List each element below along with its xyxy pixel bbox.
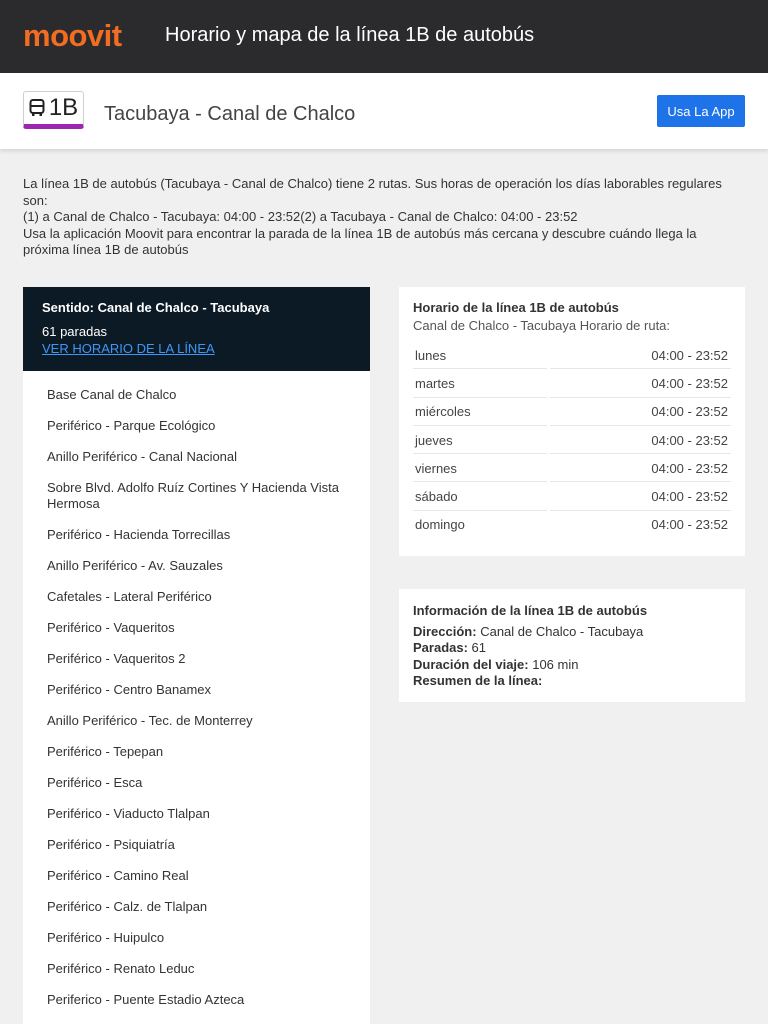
info-duration-label: Duración del viaje: xyxy=(413,656,529,672)
stop-item[interactable]: Anillo Periférico - Canal Nacional xyxy=(47,448,238,464)
info-direction xyxy=(413,624,731,641)
stop-item[interactable]: Periférico - Calz. de Tlalpan xyxy=(47,898,208,914)
view-schedule-link[interactable]: VER HORARIO DE LA LÍNEA xyxy=(42,341,215,356)
info-duration-value: 106 min xyxy=(532,656,579,672)
direction-title: Sentido: Canal de Chalco - Tacubaya xyxy=(42,300,270,315)
schedule-row xyxy=(413,482,731,510)
schedule-day: jueves xyxy=(415,432,453,448)
top-bar xyxy=(0,0,768,73)
line-badge xyxy=(23,91,84,129)
page-title: Horario y mapa de la línea 1B de autobús xyxy=(165,24,535,46)
stops-list xyxy=(23,371,370,1024)
direction-panel xyxy=(23,287,370,371)
stop-item[interactable]: Periférico - Vaqueritos 2 xyxy=(47,650,186,666)
stop-item[interactable]: Anillo Periférico - Av. Sauzales xyxy=(47,557,223,573)
line-route-title: Tacubaya - Canal de Chalco xyxy=(104,103,356,125)
info-direction-value: Canal de Chalco - Tacubaya xyxy=(480,623,644,639)
stops-count: 61 paradas xyxy=(42,324,108,339)
intro-line-3: Usa la aplicación Moovit para encontrar la parada de la línea 1B de autobús más cercana y descubre cuándo llega la próxima línea 1B de autobús xyxy=(23,225,697,257)
stop-item[interactable]: Periférico - Hacienda Torrecillas xyxy=(47,526,231,542)
schedule-day: sábado xyxy=(415,489,458,505)
schedule-day: miércoles xyxy=(415,404,471,420)
schedule-title: Horario de la línea 1B de autobús xyxy=(413,300,619,315)
schedule-day: lunes xyxy=(415,347,447,363)
moovit-logo[interactable]: moovit xyxy=(23,18,122,53)
stop-item[interactable]: Periférico - Camino Real xyxy=(47,867,189,883)
schedule-row xyxy=(413,398,731,426)
schedule-hours: 04:00 - 23:52 xyxy=(651,517,728,533)
stop-item[interactable]: Periférico - Renato Leduc xyxy=(47,960,195,976)
stop-item[interactable]: Periférico - Tepepan xyxy=(47,743,164,759)
schedule-hours: 04:00 - 23:52 xyxy=(651,460,728,476)
use-app-button[interactable]: Usa La App xyxy=(657,95,745,127)
schedule-hours: 04:00 - 23:52 xyxy=(651,489,728,505)
info-stops xyxy=(413,640,731,657)
stop-item[interactable]: Periférico - Centro Banamex xyxy=(47,681,212,697)
schedule-row xyxy=(413,341,731,369)
stop-item[interactable]: Periférico - Esca xyxy=(47,774,143,790)
stop-item[interactable]: Periferico - Puente Estadio Azteca xyxy=(47,991,245,1007)
intro-line-1: La línea 1B de autobús (Tacubaya - Canal de Chalco) tiene 2 rutas. Sus horas de operación los días laborables regulares son: xyxy=(23,176,722,208)
schedule-day: martes xyxy=(415,375,455,391)
schedule-subtitle: Canal de Chalco - Tacubaya Horario de ruta: xyxy=(413,318,671,333)
info-summary-label: Resumen de la línea: xyxy=(413,673,543,688)
schedule-hours: 04:00 - 23:52 xyxy=(651,432,728,448)
schedule-row xyxy=(413,426,731,454)
schedule-row xyxy=(413,454,731,482)
stop-item[interactable]: Base Canal de Chalco xyxy=(47,386,177,402)
schedule-row xyxy=(413,511,731,539)
stop-item[interactable]: Periférico - Parque Ecológico xyxy=(47,417,216,433)
line-info-card xyxy=(399,589,745,702)
schedule-hours: 04:00 - 23:52 xyxy=(651,375,728,391)
info-summary xyxy=(413,673,731,690)
schedule-table xyxy=(413,341,731,539)
info-title: Información de la línea 1B de autobús xyxy=(413,603,648,618)
schedule-hours: 04:00 - 23:52 xyxy=(651,347,728,363)
schedule-day: viernes xyxy=(415,460,457,476)
stop-item[interactable]: Anillo Periférico - Tec. de Monterrey xyxy=(47,712,253,728)
info-duration xyxy=(413,657,731,674)
info-direction-label: Dirección: xyxy=(413,623,477,639)
line-number: 1B xyxy=(48,94,79,121)
schedule-hours: 04:00 - 23:52 xyxy=(651,404,728,420)
stop-item[interactable]: Periférico - Psiquiatría xyxy=(47,836,175,852)
intro-line-2: (1) a Canal de Chalco - Tacubaya: 04:00 - 23:52(2) a Tacubaya - Canal de Chalco: 04:00 - 23:52 xyxy=(23,209,578,224)
schedule-card xyxy=(399,287,745,556)
bus-icon xyxy=(29,99,45,117)
line-header xyxy=(0,73,768,149)
schedule-day: domingo xyxy=(415,517,465,533)
info-stops-label: Paradas: xyxy=(413,640,468,655)
schedule-row xyxy=(413,369,731,397)
intro-text xyxy=(23,176,745,259)
stop-item[interactable]: Cafetales - Lateral Periférico xyxy=(47,588,212,604)
stop-item[interactable]: Periférico - Viaducto Tlalpan xyxy=(47,805,210,821)
info-stops-value: 61 xyxy=(471,640,487,655)
stop-item[interactable]: Sobre Blvd. Adolfo Ruíz Cortines Y Hacienda Vista Hermosa xyxy=(47,479,339,511)
stop-item[interactable]: Periférico - Huipulco xyxy=(47,929,165,945)
stop-item[interactable]: Periférico - Vaqueritos xyxy=(47,619,175,635)
